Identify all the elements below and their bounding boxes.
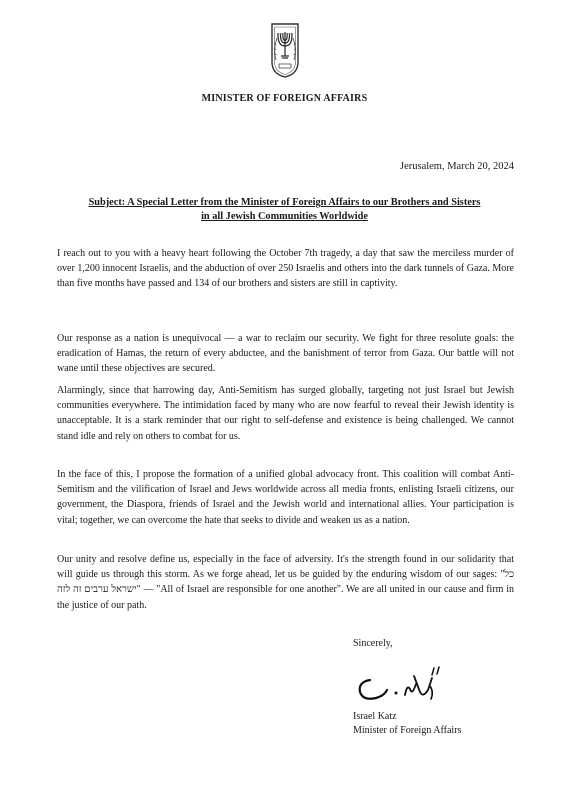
body-paragraph-1: I reach out to you with a heavy heart following the October 7th tragedy, a day that saw the merciless murder of over 1,200 innocent Israelis, and the abduction of over 250 Israelis and others into the dark tunnels of Gaza. More than five months have passed and 134 of our brothers and sisters are still in captivity. — [57, 248, 514, 290]
subject-line-1: Subject: A Special Letter from the Minister of Foreign Affairs to our Brothers and Sisters — [88, 197, 481, 208]
body-paragraph-3: Alarmingly, since that harrowing day, Anti-Semitism has surged globally, targeting not just Israel but Jewish communities everywhere. The intimidation faced by many who are now fearful to reveal their Jewish identity is unacceptable. It is a stark reminder that our right to self-defense and existence is being challenged. We cannot stand idle and rely on others to combat for us. — [57, 385, 514, 442]
body-paragraph-4: In the face of this, I propose the formation of a unified global advocacy front. This coalition will combat Anti-Semitism and the vilification of Israel and Jews worldwide across all media fronts, enlisting Israeli citizens, our government, the Diaspora, friends of Israel and the Jewish world and international allies. Your participation is vital; together, we can overcome the hate that seeks to divide and weaken us as a nation. — [57, 469, 514, 526]
signer-name: Israel Katz — [353, 711, 397, 722]
signer-block — [353, 710, 461, 737]
body-paragraph-5: Our unity and resolve define us, especially in the face of adversity. It's the strength found in our solidarity that will guide us through this storm. As we forge ahead, let us be guided by the enduring wisdom of our sages: "כל ישראל ערבים זה לזה" — "All of Israel are responsible for one another". We are all united in our cause and firm in the justice of our path. — [57, 554, 514, 611]
subject-line-2: in all Jewish Communities Worldwide — [201, 211, 368, 222]
subject-heading — [60, 196, 509, 224]
office-title: MINISTER OF FOREIGN AFFAIRS — [201, 93, 368, 104]
menorah-emblem-icon — [269, 22, 301, 78]
signer-title: Minister of Foreign Affairs — [353, 724, 462, 736]
handwritten-signature — [350, 662, 450, 704]
closing-salutation: Sincerely, — [353, 638, 393, 649]
place-and-date: Jerusalem, March 20, 2024 — [399, 161, 514, 172]
body-paragraph-2: Our response as a nation is unequivocal — a war to reclaim our security. We fight for three resolute goals: the eradication of Hamas, the return of every abductee, and the banishment of terror from Gaza. Our battle will not wane until these objectives are secured. — [57, 333, 514, 375]
